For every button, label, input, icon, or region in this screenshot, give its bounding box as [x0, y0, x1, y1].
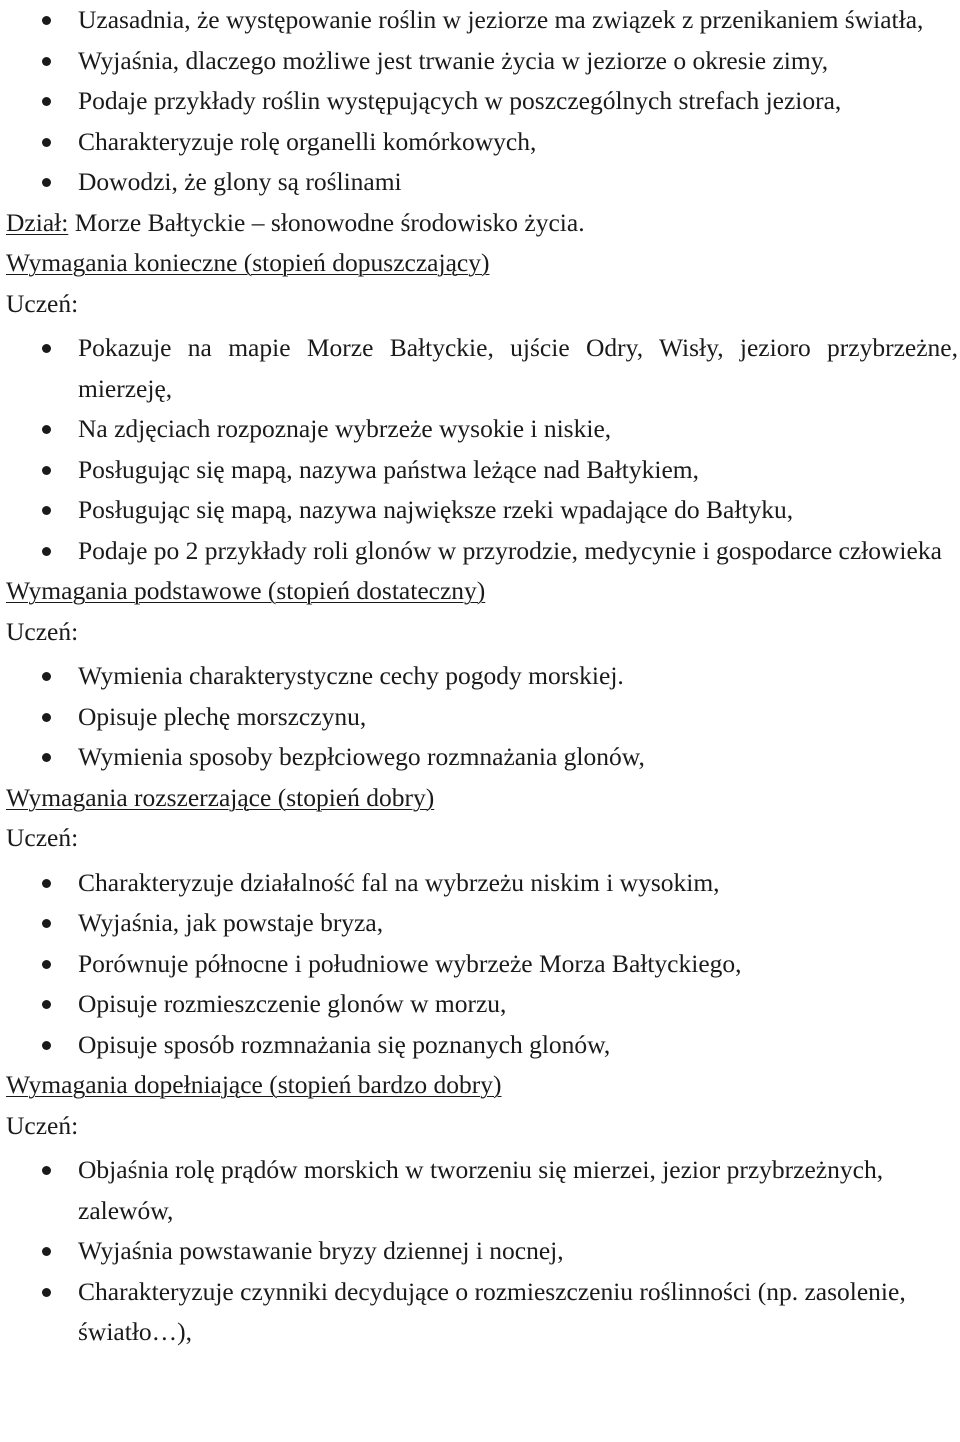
section-label: Dział: — [6, 207, 69, 237]
bullet-icon — [42, 1247, 51, 1256]
list-item: Opisuje sposób rozmnażania się poznanych glonów, — [6, 1025, 958, 1066]
list-item: Charakteryzuje czynniki decydujące o rozmieszczeniu roślinności (np. zasolenie, światło…), — [6, 1272, 960, 1353]
bullet-icon — [42, 919, 51, 928]
bullet-icon — [42, 1041, 51, 1050]
bullet-icon — [42, 178, 51, 187]
requirements-list-dopelniajace — [6, 1150, 958, 1353]
bullet-icon — [42, 344, 51, 353]
list-item: Pokazuje na mapie Morze Bałtyckie, ujście Odry, Wisły, jezioro przybrzeżne, mierzeję, — [6, 328, 958, 409]
list-item: Opisuje plechę morszczynu, — [6, 697, 958, 738]
list-item: Dowodzi, że glony są roślinami — [6, 162, 958, 203]
list-item: Porównuje północne i południowe wybrzeże Morza Bałtyckiego, — [6, 944, 958, 985]
requirements-heading-rozszerzajace: Wymagania rozszerzające (stopień dobry) — [6, 782, 435, 812]
requirements-list-rozszerzajace — [6, 863, 958, 1066]
requirements-heading-dopelniajace: Wymagania dopełniające (stopień bardzo dobry) — [6, 1070, 502, 1099]
section-title: Morze Bałtyckie – słonowodne środowisko życia. — [74, 207, 585, 237]
list-item: Podaje przykłady roślin występujących w poszczególnych strefach jeziora, — [6, 81, 878, 122]
section-heading — [6, 203, 958, 244]
bullet-icon — [42, 879, 51, 888]
list-item: Wymienia charakterystyczne cechy pogody morskiej. — [6, 656, 958, 697]
list-item: Posługując się mapą, nazywa największe rzeki wpadające do Bałtyku, — [6, 490, 958, 531]
student-label: Uczeń: — [6, 1110, 79, 1140]
requirements-list-konieczne — [6, 328, 958, 571]
requirements-list-podstawowe — [6, 656, 958, 778]
list-item: Charakteryzuje rolę organelli komórkowych, — [6, 122, 958, 163]
list-item: Wyjaśnia, jak powstaje bryza, — [6, 903, 958, 944]
list-item: Uzasadnia, że występowanie roślin w jeziorze ma związek z przenikaniem światła, — [6, 0, 958, 41]
bullet-icon — [42, 138, 51, 147]
list-item: Charakteryzuje działalność fal na wybrzeżu niskim i wysokim, — [6, 863, 958, 904]
bullet-icon — [42, 1000, 51, 1009]
bullet-icon — [42, 425, 51, 434]
bullet-icon — [42, 16, 51, 25]
bullet-icon — [42, 713, 51, 722]
list-item: Wyjaśnia, dlaczego możliwe jest trwanie życia w jeziorze o okresie zimy, — [6, 41, 958, 82]
requirements-heading-konieczne: Wymagania konieczne (stopień dopuszczający) — [6, 248, 490, 277]
bullet-icon — [42, 753, 51, 762]
student-label: Uczeń: — [6, 823, 79, 852]
bullet-icon — [42, 960, 51, 969]
bullet-icon — [42, 97, 51, 106]
requirements-heading-podstawowe: Wymagania podstawowe (stopień dostateczny) — [6, 576, 486, 605]
list-item: Posługując się mapą, nazywa państwa leżące nad Bałtykiem, — [6, 450, 958, 491]
list-item: Na zdjęciach rozpoznaje wybrzeże wysokie i niskie, — [6, 409, 958, 450]
list-item: Objaśnia rolę prądów morskich w tworzeniu się mierzei, jezior przybrzeżnych, zalewów, — [6, 1150, 898, 1231]
student-label: Uczeń: — [6, 288, 79, 318]
bullet-icon — [42, 466, 51, 475]
list-item: Wymienia sposoby bezpłciowego rozmnażania glonów, — [6, 737, 958, 778]
document-page — [6, 0, 958, 1353]
student-label: Uczeń: — [6, 616, 79, 646]
list-item: Opisuje rozmieszczenie glonów w morzu, — [6, 984, 958, 1025]
list-item: Wyjaśnia powstawanie bryzy dziennej i nocnej, — [6, 1231, 958, 1272]
bullet-icon — [42, 506, 51, 515]
bullet-icon — [42, 672, 51, 681]
top-requirements-list — [6, 0, 958, 203]
bullet-icon — [42, 1288, 51, 1297]
bullet-icon — [42, 547, 51, 556]
bullet-icon — [42, 1166, 51, 1175]
list-item: Podaje po 2 przykłady roli glonów w przyrodzie, medycynie i gospodarce człowieka — [6, 531, 958, 572]
bullet-icon — [42, 57, 51, 66]
